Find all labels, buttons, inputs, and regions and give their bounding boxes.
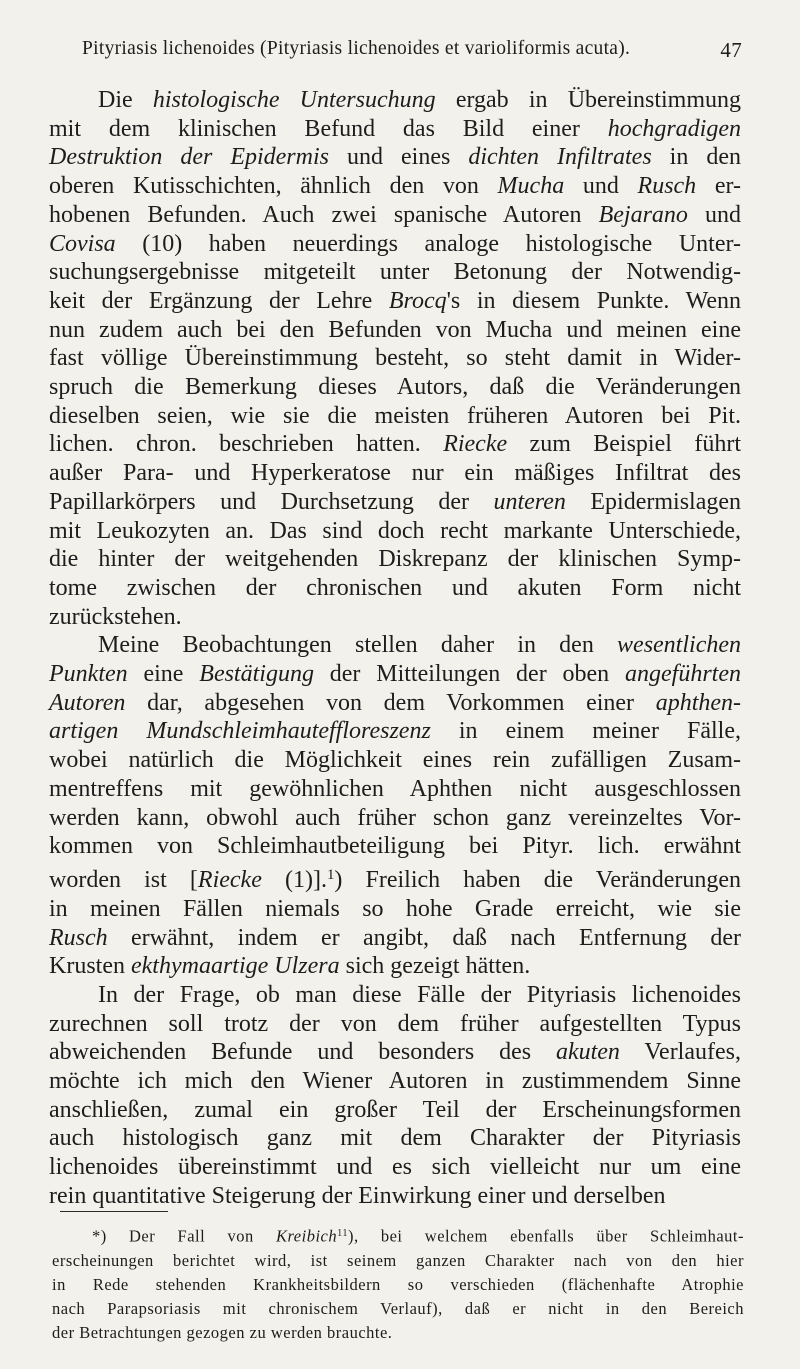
paragraph-3 (49, 981, 741, 1211)
text-line: zurückstehen. (49, 603, 182, 630)
text-line: lichenoides übereinstimmt und es sich vielleicht nur um eine (49, 1154, 741, 1181)
footnote-line: nach Parapsoriasis mit chronischem Verlauf), daß er nicht in den Bereich (52, 1298, 744, 1318)
footnote-line: in Rede stehenden Krankheitsbildern so verschieden (flächenhafte Atrophie (52, 1274, 744, 1294)
text-line: suchungsergebnisse mitgeteilt unter Betonung der Notwendig- (49, 259, 741, 286)
footnote (52, 1222, 744, 1345)
text-line: möchte ich mich den Wiener Autoren in zustimmendem Sinne (49, 1068, 741, 1095)
text-line: Autoren dar, abgesehen von dem Vorkommen einer aphthen- (49, 689, 741, 716)
text-line: die hinter der weitgehenden Diskrepanz der klinischen Symp- (49, 546, 741, 573)
footnote-rule (60, 1211, 168, 1212)
running-title: Pityriasis lichenoides (Pityriasis lichenoides et varioliformis acuta). (82, 38, 631, 59)
text-line: worden ist [Riecke (1)].$^1$) Freilich haben die Veränderungen (49, 866, 741, 894)
text-line: dieselben seien, wie sie die meisten früheren Autoren bei Pit. (49, 402, 741, 429)
text-line: spruch die Bemerkung dieses Autors, daß die Veränderungen (49, 374, 741, 401)
text-line: zurechnen soll trotz der von dem früher aufgestellten Typus (49, 1010, 741, 1037)
text-line: Destruktion der Epidermis und eines dichten Infiltrates in den (49, 144, 741, 171)
text-line: artigen Mundschleimhauteffloreszenz in einem meiner Fälle, (49, 718, 741, 745)
footnote-line: der Betrachtungen gezogen zu werden brauchte. (52, 1322, 393, 1342)
text-line: in meinen Fällen niemals so hohe Grade erreicht, wie sie (49, 895, 741, 922)
text-line: wobei natürlich die Möglichkeit eines rein zufälligen Zusam- (49, 747, 741, 774)
text-line: In der Frage, ob man diese Fälle der Pityriasis lichenoides (98, 981, 741, 1008)
text-line: Meine Beobachtungen stellen daher in den wesentlichen (98, 632, 741, 659)
text-line: nun zudem auch bei den Befunden von Mucha und meinen eine (49, 316, 741, 343)
paragraph-1 (49, 86, 741, 631)
text-line: rein quantitative Steigerung der Einwirkung einer und derselben (49, 1182, 666, 1209)
text-line: hobenen Befunden. Auch zwei spanische Autoren Bejarano und (49, 201, 742, 228)
text-line: Covisa (10) haben neuerdings analoge histologische Unter- (49, 230, 741, 257)
text-line: keit der Ergänzung der Lehre Brocq's in diesem Punkte. Wenn (49, 287, 741, 314)
text-line: abweichenden Befunde und besonders des akuten Verlaufes, (49, 1039, 741, 1066)
text-line: Die histologische Untersuchung ergab in Übereinstimmung (98, 87, 741, 113)
text-line: anschließen, zumal ein großer Teil der Erscheinungsformen (49, 1096, 741, 1123)
text-line: mentreffens mit gewöhnlichen Aphthen nicht ausgeschlossen (49, 775, 741, 802)
text-line: mit dem klinischen Befund das Bild einer hochgradigen (49, 115, 741, 142)
text-line: fast völlige Übereinstimmung besteht, so steht damit in Wider- (49, 345, 741, 372)
text-line: tome zwischen der chronischen und akuten Form nicht (49, 574, 741, 601)
text-line: außer Para- und Hyperkeratose nur ein mäßiges Infiltrat des (49, 460, 741, 487)
text-line: auch histologisch ganz mit dem Charakter der Pityriasis (49, 1125, 741, 1152)
page-number: 47 (720, 38, 742, 62)
text-line: Papillarkörpers und Durchsetzung der unteren Epidermislagen (49, 488, 742, 515)
running-header (82, 38, 742, 60)
footnote-line: erscheinungen berichtet wird, ist seinem ganzen Charakter nach von den hier (52, 1250, 744, 1270)
text-line: oberen Kutisschichten, ähnlich den von Mucha und Rusch er- (49, 173, 742, 200)
text-line: werden kann, obwohl auch früher schon ganz vereinzeltes Vor- (49, 804, 741, 831)
paragraph-2 (49, 631, 741, 981)
text-line: lichen. chron. beschrieben hatten. Riecke zum Beispiel führt (49, 431, 741, 458)
text-line: Punkten eine Bestätigung der Mitteilungen der oben angeführten (49, 661, 741, 688)
body-text (49, 86, 741, 1211)
text-line: Krusten ekthymaartige Ulzera sich gezeigt hätten. (49, 953, 531, 980)
text-line: Rusch erwähnt, indem er angibt, daß nach Entfernung der (49, 924, 741, 951)
footnote-line: *) Der Fall von Kreibich$^{11}$), bei welchem ebenfalls über Schleimhaut- (92, 1226, 744, 1246)
text-line: kommen von Schleimhautbeteiligung bei Pityr. lich. erwähnt (49, 833, 741, 860)
text-line: mit Leukozyten an. Das sind doch recht markante Unterschiede, (49, 517, 741, 544)
